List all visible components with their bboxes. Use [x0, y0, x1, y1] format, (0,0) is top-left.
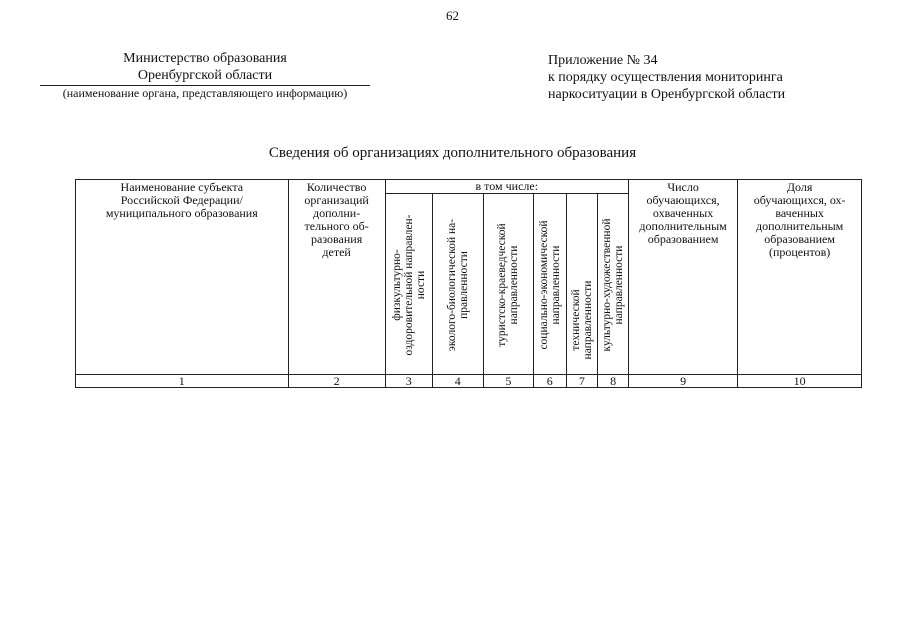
header-students-share-line: (процентов)	[768, 245, 831, 259]
appendix-number: Приложение № 34	[548, 53, 658, 68]
header-students-share-line: Доля	[786, 180, 813, 194]
header-ecology-biology-direction	[432, 194, 483, 375]
vertical-header-line: правленности	[457, 251, 470, 319]
header-students-share-line: ваченных	[775, 206, 824, 220]
vertical-header-line: направленности	[613, 245, 626, 325]
header-students-covered-line: образованием	[647, 232, 719, 246]
column-number-cell: 8	[598, 375, 629, 388]
document-title: Сведения об организациях дополнительного образования	[268, 145, 637, 161]
header-organization-count	[288, 180, 385, 375]
header-organization-count-line: детей	[322, 245, 351, 259]
appendix-description-line-1: к порядку осуществления мониторинга	[548, 70, 783, 85]
header-organization-count-line: Количество	[306, 180, 367, 194]
vertical-header-line: технической	[569, 289, 582, 351]
appendix-description-line-2: наркоситуации в Оренбургской области	[548, 87, 786, 102]
vertical-header-line: направленности	[581, 280, 594, 360]
header-technical-direction	[566, 194, 598, 375]
header-subject-name-line: Наименование субъекта	[120, 180, 244, 194]
vertical-header-line: направленности	[508, 245, 521, 325]
header-organization-count-line: тельного об-	[304, 219, 369, 233]
submitting-organization-block	[40, 50, 370, 100]
header-socio-economic-direction	[533, 194, 566, 375]
vertical-header-line: культурно-художественной	[601, 218, 614, 352]
additional-education-table	[75, 179, 862, 388]
column-number-cell: 2	[288, 375, 385, 388]
header-students-covered-line: дополнительным	[639, 219, 727, 233]
column-number-cell: 6	[533, 375, 566, 388]
header-students-share-line: дополнительным	[755, 219, 844, 233]
header-cultural-artistic-direction	[598, 194, 629, 375]
header-students-covered	[628, 180, 737, 375]
org-name-caption: (наименование органа, представляющего информацию)	[62, 86, 348, 100]
header-sport-health-direction	[385, 194, 432, 375]
header-organization-count-line: разования	[311, 232, 363, 246]
org-name-line-2: Оренбургской области	[137, 68, 273, 83]
column-number-cell: 9	[628, 375, 737, 388]
vertical-header-line: оздоровительной направлен-	[402, 214, 415, 356]
header-subject-name-line: муниципального образования	[105, 206, 258, 220]
header-including-group: в том числе:	[385, 180, 628, 194]
header-subject-name-line: Российской Федерации/	[120, 193, 243, 207]
column-number-cell: 5	[483, 375, 533, 388]
header-subject-name	[76, 180, 289, 375]
header-students-covered-line: Число	[667, 180, 699, 194]
header-students-share-line: обучающихся, ох-	[753, 193, 846, 207]
header-students-covered-line: охваченных	[652, 206, 714, 220]
column-number-cell: 10	[738, 375, 862, 388]
column-number-cell: 4	[432, 375, 483, 388]
header-students-share-line: образованием	[764, 232, 835, 246]
header-tourism-local-history-direction	[483, 194, 533, 375]
vertical-header-line: направленности	[549, 245, 562, 325]
column-number-cell: 3	[385, 375, 432, 388]
org-name-line-1: Министерство образования	[123, 51, 287, 66]
vertical-header-line: ности	[414, 270, 427, 300]
page-number: 62	[446, 8, 459, 23]
vertical-header-line: социально-экономической	[537, 220, 550, 350]
column-number-cell: 7	[566, 375, 598, 388]
column-number-cell: 1	[76, 375, 289, 388]
header-organization-count-line: дополни-	[313, 206, 361, 220]
header-organization-count-line: организаций	[304, 193, 369, 207]
vertical-header-line: туристско-краеведческой	[496, 223, 509, 347]
vertical-header-line: эколого-биологической на-	[445, 218, 458, 352]
appendix-reference-block	[548, 52, 868, 103]
vertical-header-line: физкультурно-	[390, 249, 403, 321]
header-students-covered-line: обучающихся,	[646, 193, 720, 207]
header-students-share	[738, 180, 862, 375]
